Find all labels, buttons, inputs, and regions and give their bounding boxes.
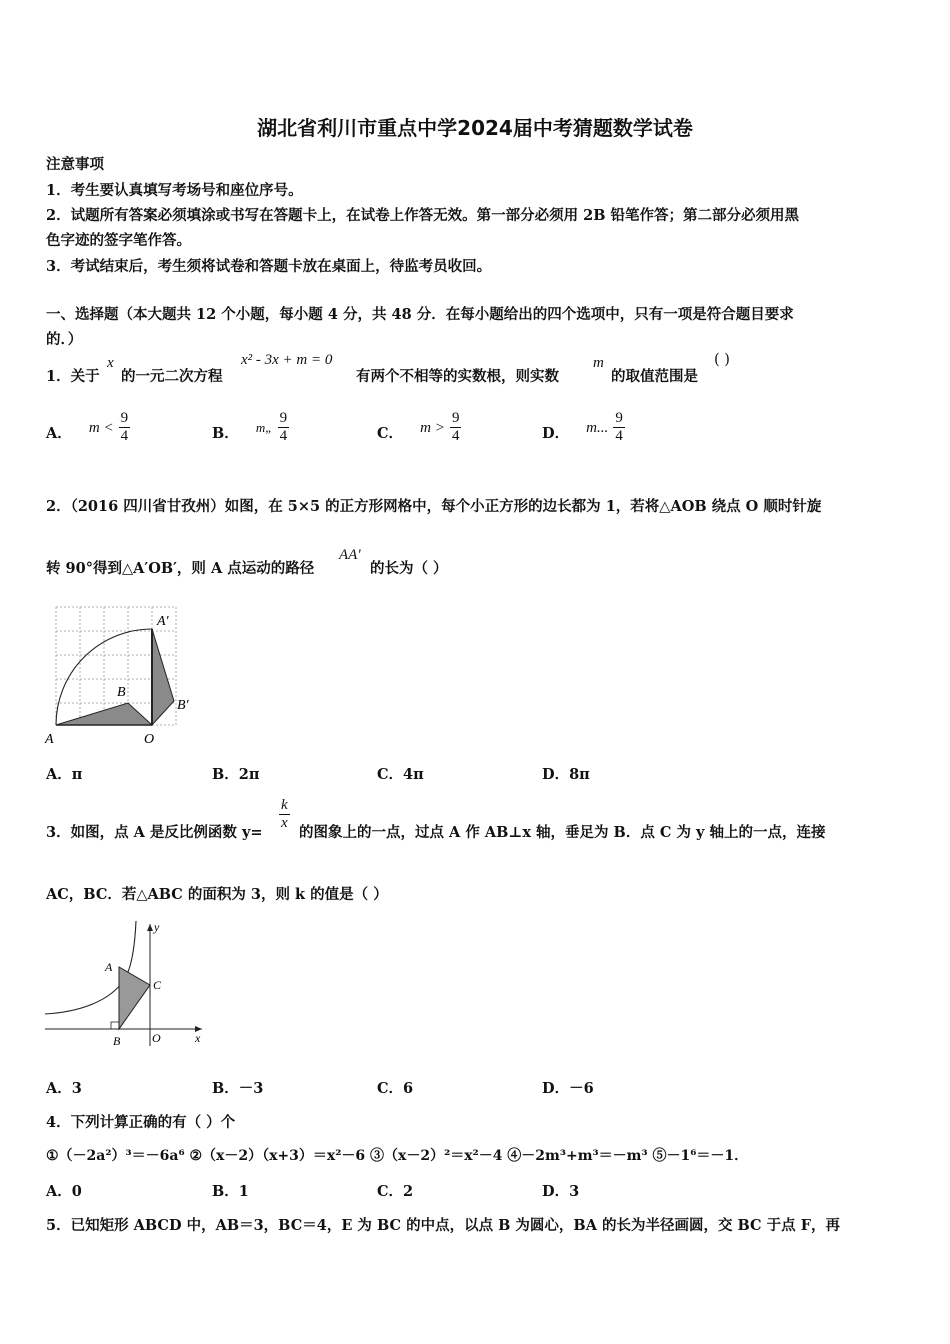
page-title: 湖北省利川市重点中学2024届中考猜题数学试卷 (257, 116, 693, 140)
option-label: C． (377, 425, 404, 442)
q3-fraction-k-over-x (279, 797, 290, 832)
triangle-aob (56, 703, 152, 725)
option-label: D． (542, 425, 570, 442)
triangle-abc (119, 967, 150, 1029)
q2-text-2b: 的长为（ ） (370, 560, 448, 577)
fraction (450, 410, 462, 445)
q1-text-1: 1．关于 (46, 368, 100, 385)
q4-text-1: 4．下列计算正确的有（ ）个 (46, 1114, 236, 1131)
q4-items: ①（－2a²）³＝－6a⁶ ②（x－2）（x+3）＝x²－6 ③（x－2）²＝x²－4 ④－2m³+m³＝－m³ ⑤－1⁶＝－1． (46, 1148, 749, 1164)
q3-option-a: A．3 (46, 1080, 82, 1097)
option-label: A． (46, 425, 72, 442)
q2-option-a: A．π (46, 766, 83, 783)
q4-option-b: B．1 (212, 1183, 249, 1200)
q3-option-b: B．－3 (212, 1080, 264, 1097)
label-a: A (105, 960, 113, 974)
fraction (119, 410, 131, 445)
q2-text-1: 2．（2016 四川省甘孜州）如图，在 5×5 的正方形网格中，每个小正方形的边长都为 1，若将△AOB 绕点 O 顺时针旋 (46, 498, 822, 515)
section-heading-cont: 的．） (46, 331, 83, 348)
q3-text-3: AC，BC．若△ABC 的面积为 3，则 k 的值是（ ） (46, 886, 388, 903)
fraction-num: 9 (615, 410, 623, 426)
option-expr: m < (88, 420, 114, 436)
q2-option-b: B．2π (212, 766, 260, 783)
fraction-den: 4 (120, 428, 129, 444)
q2-option-d: D．8π (542, 766, 590, 783)
section-heading: 一、选择题（本大题共 12 个小题，每小题 4 分，共 48 分．在每小题给出的四个选项中，只有一项是符合题目要求 (46, 306, 794, 323)
label-a: A (45, 732, 54, 747)
q3-option-d: D．－6 (542, 1080, 594, 1097)
q1-equation: x² - 3x + m = 0 (241, 352, 333, 368)
q1-option-a (46, 410, 130, 445)
fraction-num: 9 (120, 410, 129, 426)
option-expr: m... (586, 420, 609, 436)
q4-option-d: D．3 (542, 1183, 580, 1200)
q2-option-c: C．4π (377, 766, 424, 783)
fraction-den: 4 (451, 428, 460, 444)
right-angle-mark (111, 1022, 119, 1029)
q1-answer-paren: ( ) (714, 352, 730, 368)
fraction-num: k (281, 797, 288, 813)
fraction-den: x (281, 815, 288, 831)
q1-text-3: 有两个不相等的实数根，则实数 (356, 368, 559, 385)
q3-text-1: 3．如图，点 A 是反比例函数 y= (46, 824, 263, 841)
label-y: y (154, 920, 160, 934)
option-expr: m„ (255, 420, 273, 435)
q1-option-c (377, 410, 461, 445)
fraction (278, 410, 290, 445)
q2-grid-figure (40, 600, 200, 750)
q1-option-d (542, 410, 625, 445)
notice-item-2: 2．试题所有答案必须填涂或书写在答题卡上，在试卷上作答无效。第一部分必须用 2B 铅笔作答；第二部分必须用黑 (46, 207, 800, 224)
q4-option-c: C．2 (377, 1183, 414, 1200)
triangle-a-prime-ob-prime (152, 629, 174, 725)
q1-option-b (212, 410, 289, 445)
label-a-prime: A' (157, 614, 169, 629)
label-o: O (144, 732, 155, 747)
fraction-num: 9 (279, 410, 288, 426)
option-label: B． (212, 425, 239, 442)
q3-option-c: C．6 (377, 1080, 414, 1097)
q1-var-x: x (107, 355, 114, 371)
q2-text-2a: 转 90°得到△A′OB′，则 A 点运动的路径 (46, 560, 315, 577)
fraction-den: 4 (615, 428, 623, 444)
label-o: O (152, 1031, 161, 1045)
label-x: x (195, 1031, 201, 1045)
label-b-prime: B' (177, 698, 189, 713)
fraction-den: 4 (279, 428, 288, 444)
q5-text-1: 5．已知矩形 ABCD 中，AB＝3，BC＝4，E 为 BC 的中点，以点 B 为圆心，BA 的长为半径画圆，交 BC 于点 F，再 (46, 1217, 840, 1234)
notice-item-1: 1．考生要认真填写考场号和座位序号。 (46, 182, 303, 199)
notice-item-2-cont: 色字迹的签字笔作答。 (46, 232, 191, 249)
q3-graph-figure (40, 918, 215, 1053)
q4-option-a: A．0 (46, 1183, 82, 1200)
q1-text-4: 的取值范围是 (611, 368, 698, 385)
label-b: B (113, 1034, 121, 1048)
label-c: C (153, 978, 162, 992)
q2-arc-aa: AA' (339, 547, 361, 563)
label-b: B (117, 685, 126, 700)
notice-heading: 注意事项 (46, 156, 104, 173)
y-axis-arrow (147, 924, 153, 931)
q1-var-m: m (593, 355, 604, 371)
notice-item-3: 3．考试结束后，考生须将试卷和答题卡放在桌面上，待监考员收回。 (46, 258, 492, 275)
fraction-num: 9 (451, 410, 460, 426)
fraction (613, 410, 625, 445)
q3-text-2: 的图象上的一点，过点 A 作 AB⊥x 轴，垂足为 B．点 C 为 y 轴上的一点，连接 (299, 824, 826, 841)
option-expr: m > (420, 420, 445, 436)
q1-text-2: 的一元二次方程 (121, 368, 223, 385)
